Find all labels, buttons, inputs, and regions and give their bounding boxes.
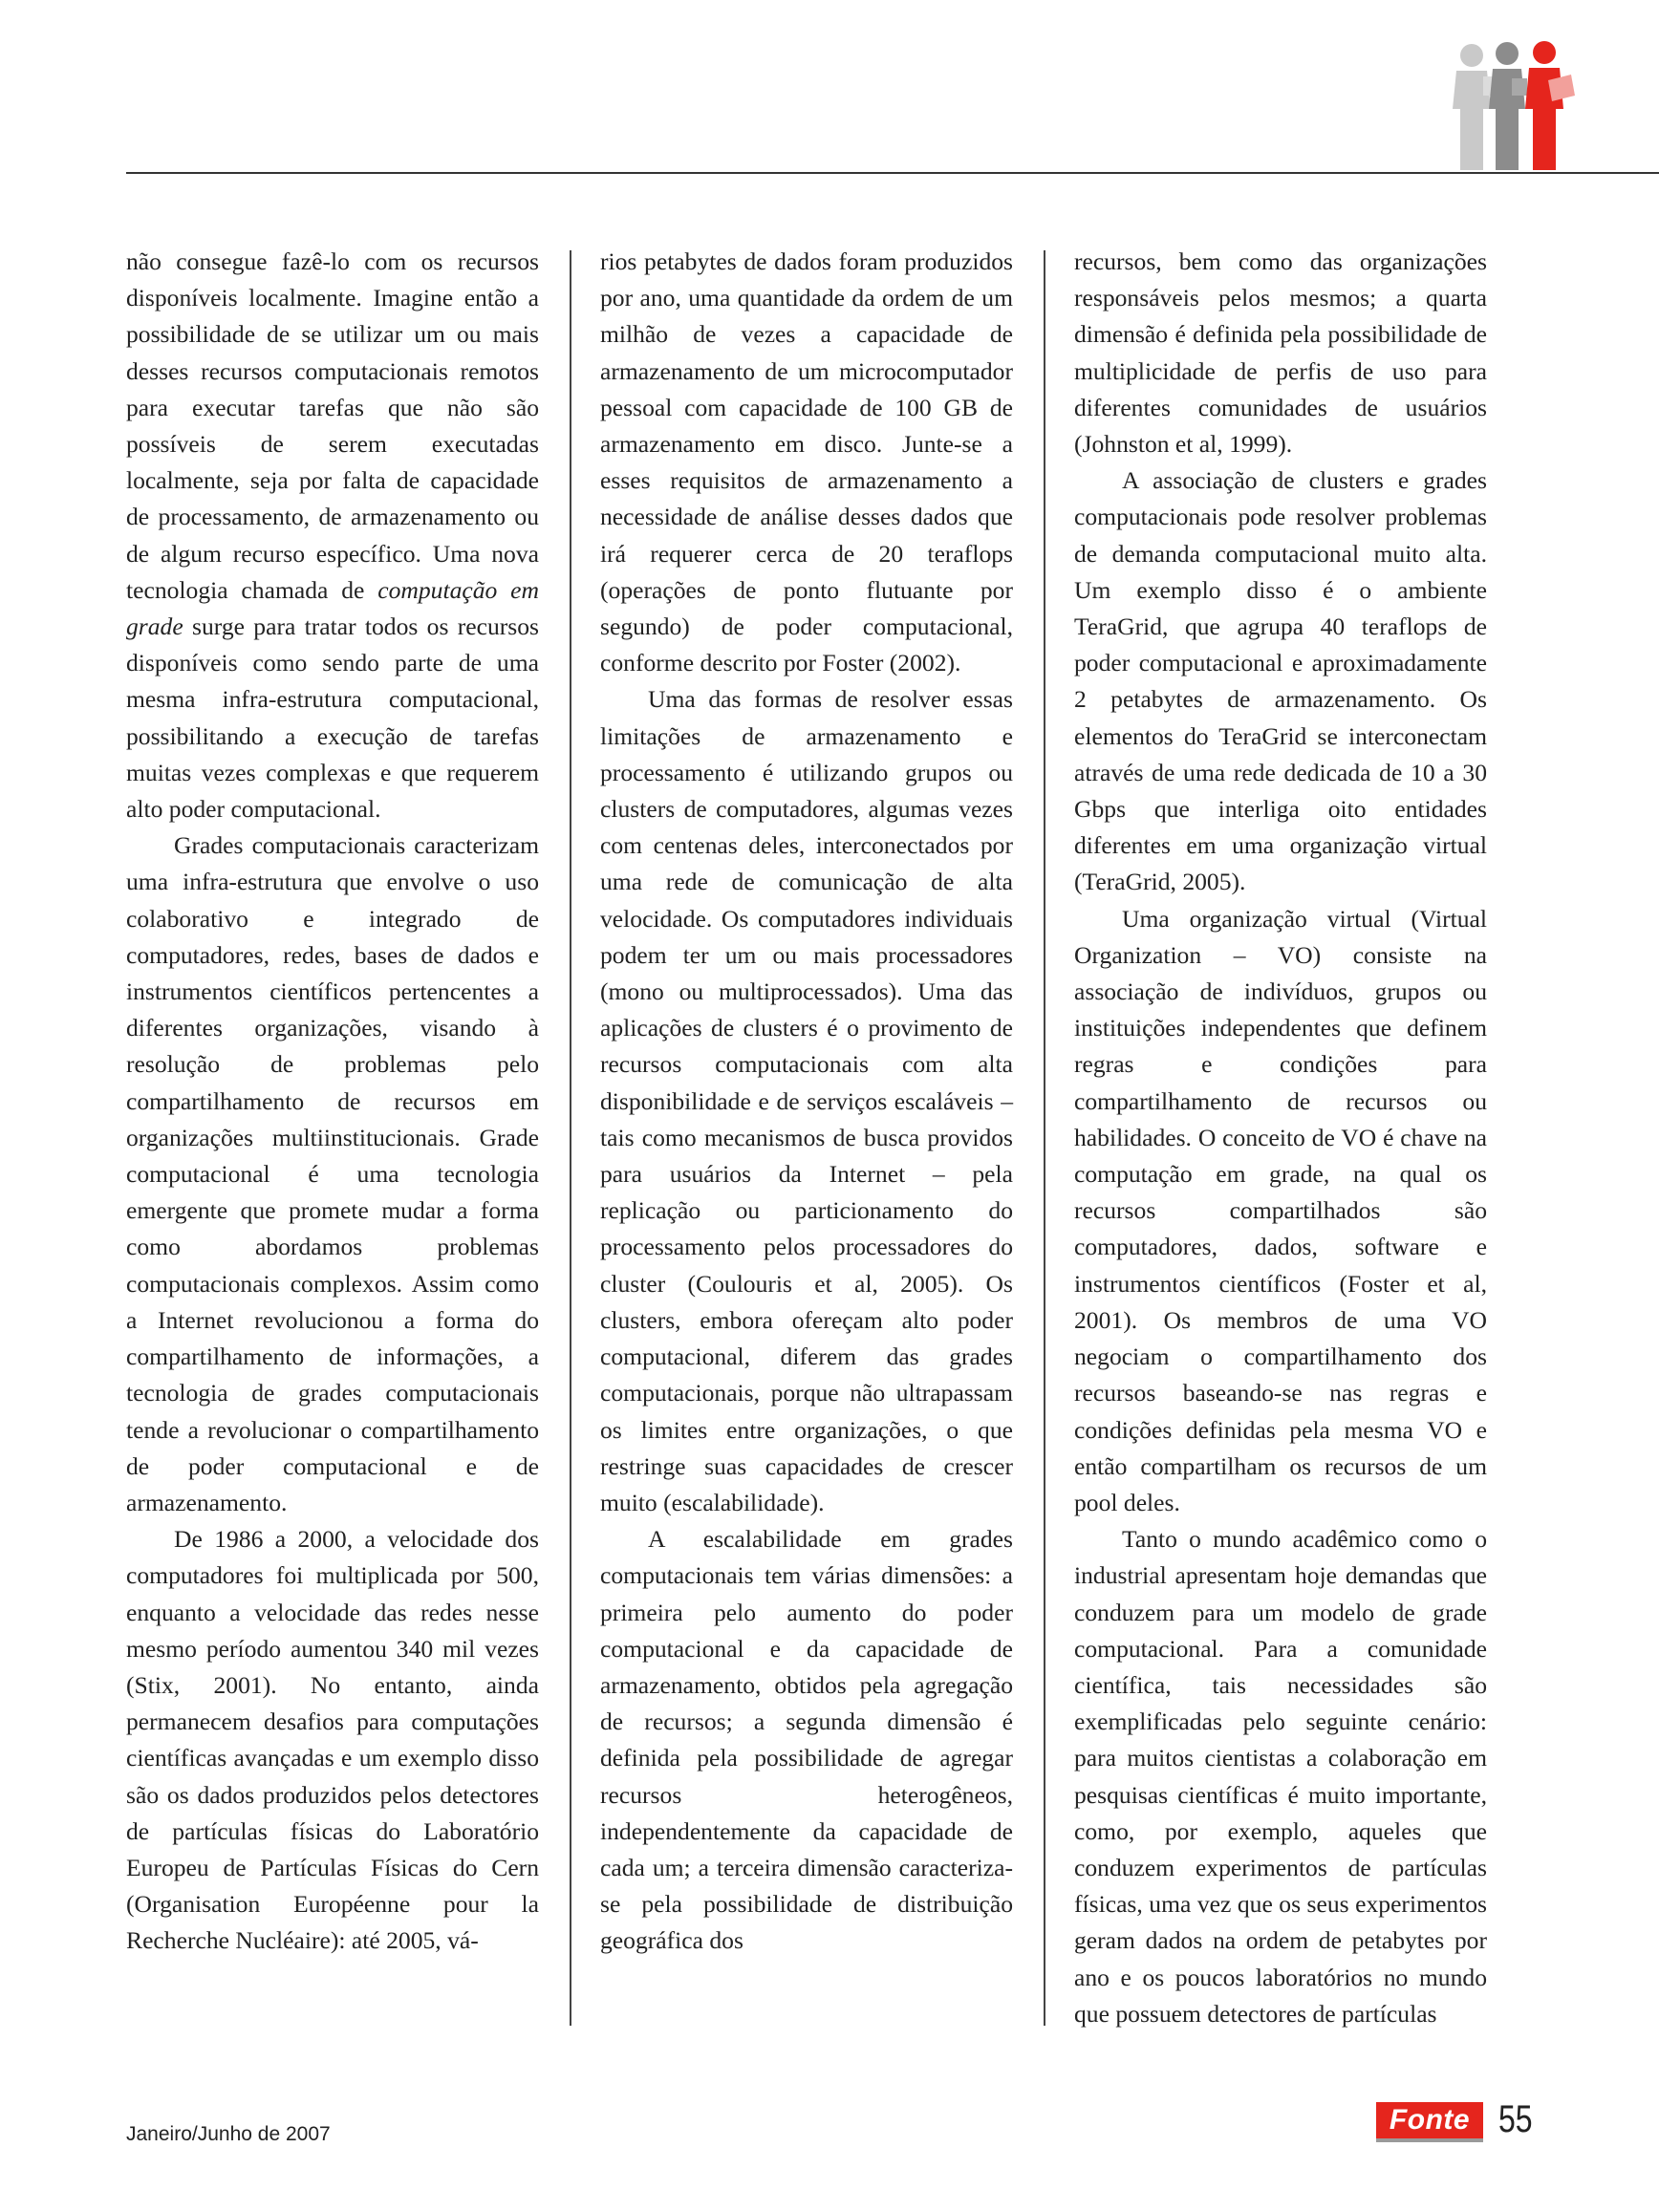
text-column-1 xyxy=(126,244,539,1960)
paragraph: Grades computacionais caracterizam uma infra-estrutura que envolve o uso colaborativo e integrado de computadores, redes, bases de dados e instrumentos científicos pertencentes a diferentes organizações, visando à resolução de problemas pelo compartilhamento de recursos em organizações multiinstitucionais. Grade computacional é uma tecnologia emergente que promete mudar a forma como abordamos problemas computacionais complexos. Assim como a Internet revolucionou a forma do compartilhamento de informações, a tecnologia de grades computacionais tende a revolucionar o compartilhamento de poder computacional e de armazenamento. xyxy=(126,831,539,1516)
paragraph: De 1986 a 2000, a velocidade dos computadores foi multiplicada por 500, enquanto a velocidade das redes nesse mesmo período aumentou 340 mil vezes (Stix, 2001). No entanto, ainda permanecem desafios para computações científicas avançadas e um exemplo disso são os dados produzidos pelos detectores de partículas físicas do Laboratório Europeu de Partículas Físicas do Cern (Organisation Européenne pour la Recherche Nucléaire): até 2005, vá- xyxy=(126,1525,539,1955)
issue-date: Janeiro/Junho de 2007 xyxy=(126,2123,331,2145)
text-column-3 xyxy=(1074,244,1487,2032)
column-divider xyxy=(1044,250,1045,2026)
column-divider xyxy=(570,250,571,2026)
page-number: 55 xyxy=(1498,2098,1533,2140)
paragraph: não consegue fazê-lo com os recursos disponíveis localmente. Imagine então a possibilidade de se utilizar um ou mais desses recursos computacionais remotos para executar tarefas que não são possíveis de serem executadas localmente, seja por falta de capacidade de processamento, de armazenamento ou de algum recurso específico. Uma nova tecnologia chamada de computação em grade surge para tratar todos os recursos disponíveis como sendo parte de uma mesma infra-estrutura computacional, possibilitando a execução de tarefas muitas vezes complexas e que requerem alto poder computacional. xyxy=(126,247,539,824)
paragraph: Uma das formas de resolver essas limitações de armazenamento e processamento é utilizando grupos ou clusters de computadores, algumas vezes com centenas deles, interconectados por uma rede de comunicação de alta velocidade. Os computadores individuais podem ter um ou mais processadores (mono ou multiprocessados). Uma das aplicações de clusters é o provimento de recursos computacionais com alta disponibilidade e de serviços escaláveis – tais como mecanismos de busca providos para usuários da Internet – pela replicação ou particionamento do processamento pelos processadores do cluster (Coulouris et al, 2005). Os clusters, embora ofereçam alto poder computacional, diferem das grades computacionais, porque não ultrapassam os limites entre organizações, o que restringe suas capacidades de crescer muito (escalabilidade). xyxy=(600,685,1013,1516)
paragraph: A associação de clusters e grades computacionais pode resolver problemas de demanda computacional muito alta. Um exemplo disso é o ambiente TeraGrid, que agrupa 40 teraflops de poder computacional e aproximadamente 2 petabytes de armazenamento. Os elementos do TeraGrid se interconectam através de uma rede dedicada de 10 a 30 Gbps que interliga oito entidades diferentes em uma organização virtual (TeraGrid, 2005). xyxy=(1074,466,1487,896)
paragraph: recursos, bem como das organizações responsáveis pelos mesmos; a quarta dimensão é definida pela possibilidade de multiplicidade de perfis de uso para diferentes comunidades de usuários (Johnston et al, 1999). xyxy=(1074,247,1487,459)
emphasis-term: computação em grade xyxy=(126,575,539,641)
text-column-2 xyxy=(600,244,1013,1960)
paragraph: Tanto o mundo acadêmico como o industrial apresentam hoje demandas que conduzem para um modelo de grade computacional. Para a comunidade científica, tais necessidades são exemplificadas pelo seguinte cenário: para muitos cientistas a colaboração em pesquisas científicas é muito importante, como, por exemplo, aqueles que conduzem experimentos de partículas físicas, uma vez que os seus experimentos geram dados na ordem de petabytes por ano e os poucos laboratórios no mundo que possuem detectores de partículas xyxy=(1074,1525,1487,2028)
brand-logo: Fonte xyxy=(1376,2102,1483,2142)
paragraph: A escalabilidade em grades computacionais tem várias dimensões: a primeira pelo aumento do poder computacional e da capacidade de armazenamento, obtidos pela agregação de recursos; a segunda dimensão é definida pela possibilidade de agregar recursos heterogêneos, independentemente da capacidade de cada um; a terceira dimensão caracteriza-se pela possibilidade de distribuição geográfica dos xyxy=(600,1525,1013,1955)
paragraph: Uma organização virtual (Virtual Organization – VO) consiste na associação de indivíduos, grupos ou instituições independentes que definem regras e condições para compartilhamento de recursos ou habilidades. O conceito de VO é chave na computação em grade, na qual os recursos compartilhados são computadores, dados, software e instrumentos científicos (Foster et al, 2001). Os membros de uma VO negociam o compartilhamento dos recursos baseando-se nas regras e condições definidas pela mesma VO e então compartilham os recursos de um pool deles. xyxy=(1074,904,1487,1516)
header-rule xyxy=(126,172,1659,174)
paragraph: rios petabytes de dados foram produzidos por ano, uma quantidade da ordem de um milhão de vezes a capacidade de armazenamento de um microcomputador pessoal com capacidade de 100 GB de armazenamento em disco. Junte-se a esses requisitos de armazenamento a necessidade de análise desses dados que irá requerer cerca de 20 teraflops (operações de ponto flutuante por segundo) de poder computacional, conforme descrito por Foster (2002). xyxy=(600,247,1013,677)
people-logo-icon xyxy=(1445,38,1588,172)
